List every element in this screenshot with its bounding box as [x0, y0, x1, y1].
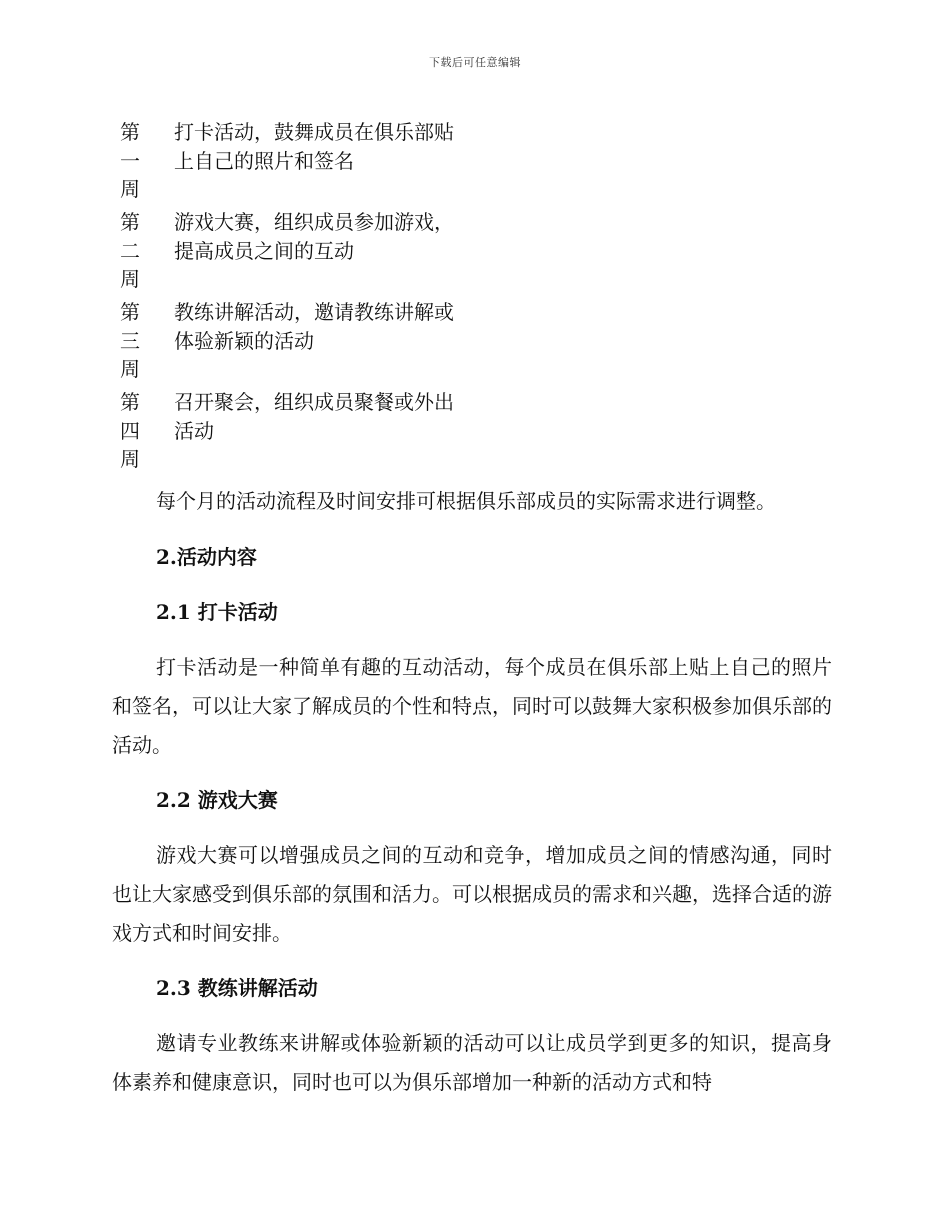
subsection-body: 游戏大赛可以增强成员之间的互动和竞争，增加成员之间的情感沟通，同时也让大家感受到俱乐部的氛围和活力。可以根据成员的需求和兴趣，选择合适的游戏方式和时间安排。 [112, 843, 832, 945]
week-char: 周 [120, 447, 140, 471]
week-char: 二 [120, 238, 140, 263]
schedule-row [120, 386, 480, 476]
week-activity: 打卡活动，鼓舞成员在俱乐部贴上自己的照片和签名 [174, 120, 454, 173]
week-char: 第 [120, 390, 140, 414]
schedule-row [120, 296, 480, 386]
subsection-body: 打卡活动是一种简单有趣的互动活动，每个成员在俱乐部上贴上自己的照片和签名，可以让大家了解成员的个性和特点，同时可以鼓舞大家积极参加俱乐部的活动。 [112, 655, 832, 757]
section-heading: 2.活动内容 [156, 545, 257, 569]
week-char: 周 [120, 357, 140, 381]
week-char: 第 [120, 300, 140, 324]
week-char: 周 [120, 177, 140, 201]
week-label [120, 386, 148, 476]
schedule-row [120, 116, 480, 206]
subsection-heading: 2.1 打卡活动 [156, 600, 278, 624]
page-header: 下载后可任意编辑 [429, 56, 521, 69]
week-char: 第 [120, 210, 140, 234]
schedule-table [120, 116, 480, 476]
subsection-heading: 2.2 游戏大赛 [156, 788, 278, 812]
week-char: 四 [120, 418, 140, 443]
week-char: 一 [120, 148, 140, 173]
week-activity: 教练讲解活动，邀请教练讲解或体验新颖的活动 [174, 300, 454, 353]
schedule-row [120, 206, 480, 296]
document-body [112, 482, 832, 1102]
week-char: 第 [120, 120, 140, 144]
subsection-heading: 2.3 教练讲解活动 [156, 976, 318, 1000]
week-activity: 游戏大赛，组织成员参加游戏，提高成员之间的互动 [174, 210, 454, 263]
week-char: 周 [120, 267, 140, 291]
week-label [120, 296, 148, 386]
week-char: 三 [120, 328, 140, 353]
subsection-body: 邀请专业教练来讲解或体验新颖的活动可以让成员学到更多的知识，提高身体素养和健康意识，同时也可以为俱乐部增加一种新的活动方式和特 [112, 1031, 832, 1094]
schedule-note: 每个月的活动流程及时间安排可根据俱乐部成员的实际需求进行调整。 [156, 489, 776, 513]
week-label [120, 116, 148, 206]
week-label [120, 206, 148, 296]
week-activity: 召开聚会，组织成员聚餐或外出活动 [174, 390, 454, 443]
